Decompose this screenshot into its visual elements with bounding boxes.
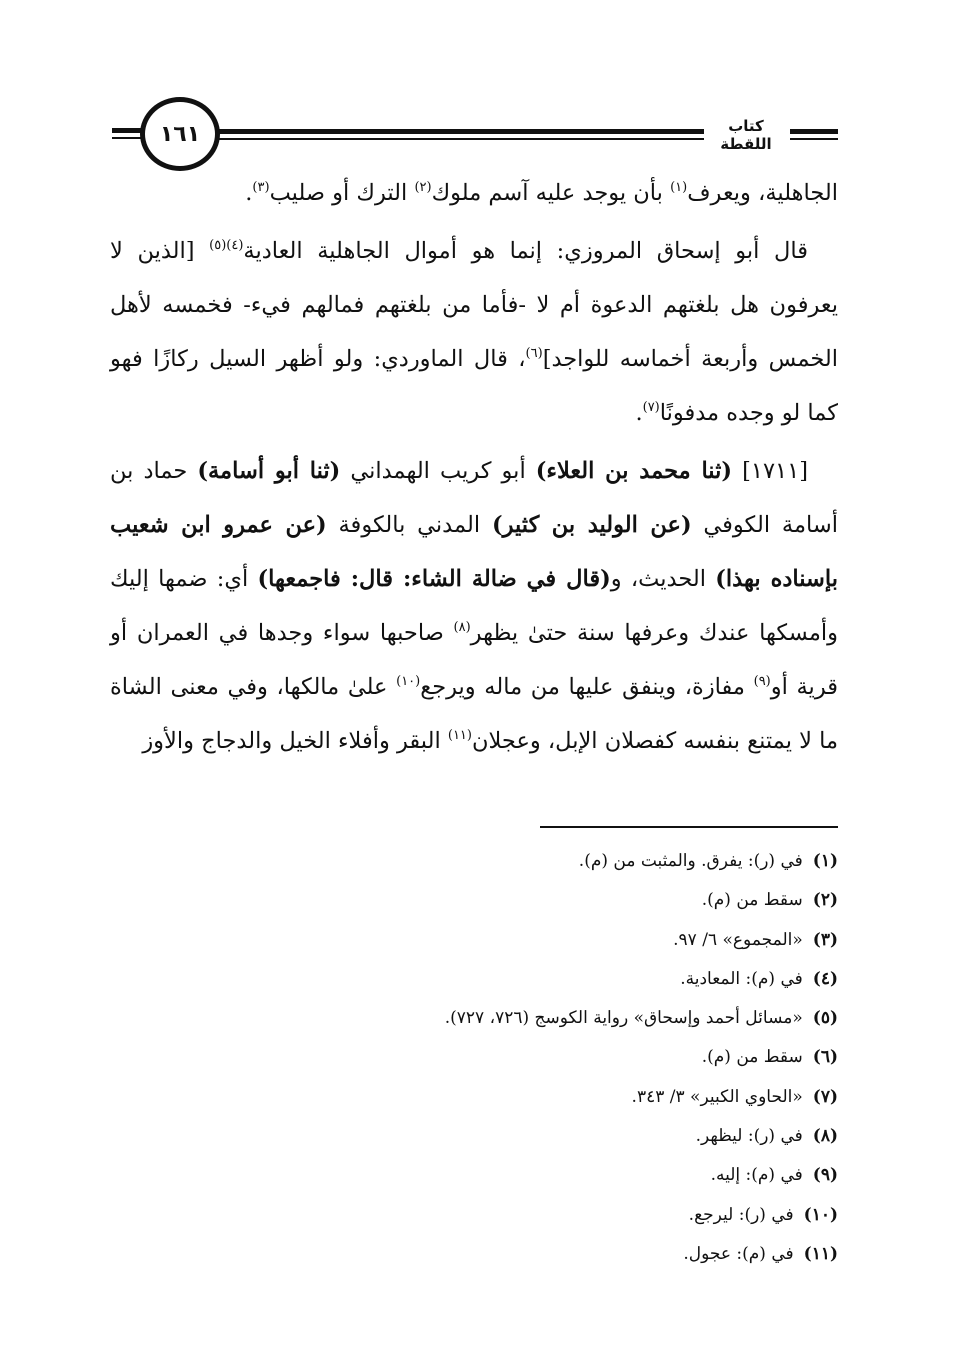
text-run: حماد بن أسامة الكوفي (110, 458, 838, 538)
header-rule-tail-thin (790, 138, 838, 140)
paragraph-2 (110, 224, 838, 440)
hadith-number: [١٧١١] (732, 458, 808, 484)
text-run: . (245, 180, 253, 206)
paragraph-1 (110, 166, 838, 220)
footnote-ref[interactable]: (١١) (447, 728, 472, 743)
footnote-ref[interactable]: (٣) (252, 180, 270, 195)
paragraph-3 (110, 444, 838, 768)
footnote-text: سقط من (م). (701, 1047, 803, 1068)
footnote-number: (٢) (812, 890, 838, 911)
text-run: . (635, 400, 643, 426)
footnote-item (300, 1078, 838, 1117)
footnote-number: (٤) (812, 968, 838, 989)
book-title: كتاب اللقطة (720, 117, 772, 153)
footnote-item (300, 960, 838, 999)
text-run: الترك أو صليب (269, 180, 415, 206)
footnote-ref[interactable]: (٩) (753, 674, 771, 689)
footnote-ref[interactable]: (١٠) (396, 674, 421, 689)
header-rule-thick (218, 129, 704, 134)
footnote-item (300, 921, 838, 960)
page-number: ١٦١ (140, 97, 220, 171)
header-rule-tail-thick (790, 129, 838, 134)
footnote-ref[interactable]: (١) (670, 180, 688, 195)
matn-bold: (ثنا أبو أسامة) (197, 458, 341, 484)
footnote-text: في (م): عجول. (683, 1243, 794, 1264)
text-run: صاحبها سواء وجدها في العمران أو قرية أو (110, 620, 838, 700)
main-text (110, 166, 838, 768)
text-run: مفازة، وينفق عليها من ماله ويرجع (420, 674, 754, 700)
text-run: الجاهلية، ويعرف (687, 180, 838, 206)
text-run: البقر وأفلاء الخيل والدجاج والأوز (142, 728, 448, 754)
footnote-number: (٨) (812, 1126, 838, 1147)
footnote-number: (١٠) (803, 1204, 838, 1225)
footnote-text: في (ر): ليظهر. (695, 1126, 803, 1147)
text-run: علىٰ مالكها، وفي معنى الشاة ما لا يمتنع بنفسه كفصلان الإبل، وعجلان (110, 674, 838, 754)
text-run: الحديث، و (610, 566, 716, 592)
footnote-item (300, 1235, 838, 1274)
footnote-number: (٣) (812, 929, 838, 950)
footnote-text: «المجموع» ٦/ ٩٧. (673, 929, 803, 950)
footnotes (300, 842, 838, 1274)
header-rule-thin (218, 138, 704, 140)
text-run: [الذين لا يعرفون هل بلغتهم الدعوة أم لا -فأما من بلغتهم فمالهم فيء- فخمسه لأهل الخمس وأربعة أخماسه للواجد] (110, 238, 838, 372)
footnote-number: (٧) (812, 1086, 838, 1107)
footnote-item (300, 1117, 838, 1156)
footnote-text: في (م): إليه. (710, 1165, 803, 1186)
footnote-item (300, 1038, 838, 1077)
footnote-number: (٦) (812, 1047, 838, 1068)
text-run: أي: ضمها إليك وأمسكها عندك وعرفها سنة حتىٰ يظهر (110, 566, 838, 646)
footnote-ref[interactable]: (٤)(٥) (209, 238, 244, 253)
footnote-ref[interactable]: (٦) (525, 346, 543, 361)
footnote-ref[interactable]: (٨) (453, 620, 471, 635)
matn-bold: (عن عمرو ابن شعيب بإسناده بهذا) (110, 512, 838, 592)
footnote-item (300, 1196, 838, 1235)
footnote-item (300, 1156, 838, 1195)
footnote-item (300, 881, 838, 920)
footnote-text: «الحاوي الكبير» ٣/ ٣٤٣. (631, 1086, 803, 1107)
footnote-number: (٥) (812, 1008, 838, 1029)
footnote-text: في (م): المعادية. (680, 968, 803, 989)
matn-bold: (ثنا محمد بن العلاء) (535, 458, 733, 484)
footnote-text: سقط من (م). (701, 890, 803, 911)
matn-bold: (عن الوليد بن كثير) (491, 512, 692, 538)
footnote-text: في (ر): يفرق. والمثبت من (م). (578, 851, 803, 871)
footnote-text: في (ر): ليرجع. (688, 1204, 794, 1225)
footnote-text: «مسائل أحمد وإسحاق» رواية الكوسج (٧٢٦، ٧٢٧). (444, 1008, 803, 1029)
footnote-number: (١١) (803, 1243, 838, 1264)
text-run: المدني بالكوفة (326, 512, 492, 538)
footnote-ref[interactable]: (٧) (642, 400, 660, 415)
text-run: أبو كريب الهمداني (340, 458, 536, 484)
footnote-separator (540, 826, 838, 828)
footnote-ref[interactable]: (٢) (414, 180, 432, 195)
matn-bold: (قال في ضالة الشاء: قال: فاجمعها) (257, 566, 611, 592)
footnote-item (300, 999, 838, 1038)
footnote-number: (١) (812, 851, 838, 871)
footnote-number: (٩) (812, 1165, 838, 1186)
footnote-item (300, 842, 838, 881)
text-run: بأن يوجد عليه آسم ملوك (431, 180, 671, 206)
text-run: قال أبو إسحاق المروزي: إنما هو أموال الجاهلية العادية (243, 238, 808, 264)
text-run: ، قال الماوردي: ولو أظهر السيل ركازًا فهو كما لو وجده مدفونًا (110, 346, 838, 426)
